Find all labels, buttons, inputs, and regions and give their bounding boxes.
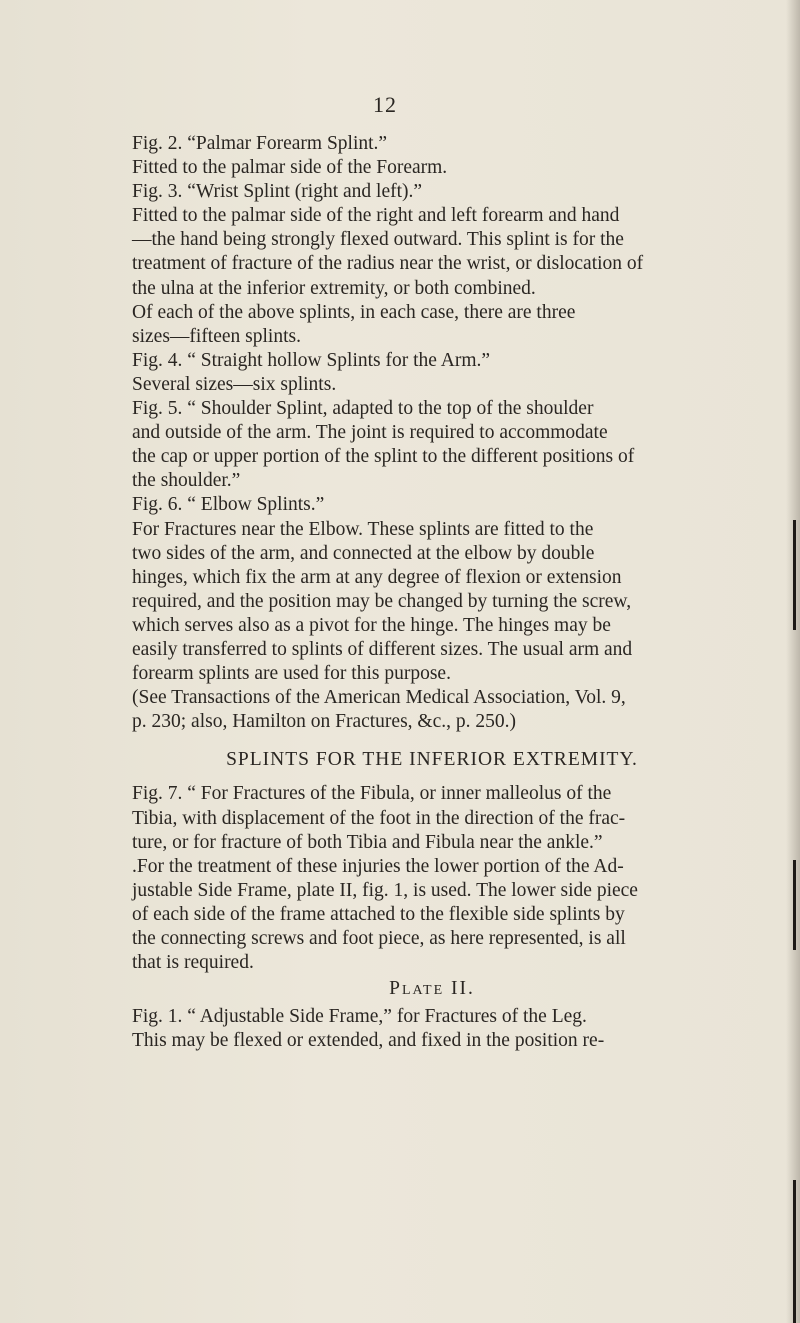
text-line: which serves also as a pivot for the hinge. The hinges may be xyxy=(132,614,611,636)
text-line: .For the treatment of these injuries the lower portion of the Ad- xyxy=(132,855,624,877)
text-line: Fig. 2. “Palmar Forearm Splint.” xyxy=(132,133,388,154)
text-line: the connecting screws and foot piece, as here represented, is all xyxy=(132,928,626,949)
text-line: two sides of the arm, and connected at the elbow by double xyxy=(132,542,595,564)
page-edge-mark xyxy=(793,520,796,630)
text-line: p. 230; also, Hamilton on Fractures, &c., p. 250.) xyxy=(132,711,516,733)
text-line: required, and the position may be changed by turning the screw, xyxy=(132,590,632,612)
page-edge-mark xyxy=(793,860,796,950)
text-line: easily transferred to splints of different sizes. The usual arm and xyxy=(132,638,633,660)
page-edge-shadow xyxy=(786,0,800,1323)
text-line: sizes—fifteen splints. xyxy=(132,325,301,347)
body-text xyxy=(132,132,732,1053)
text-line: Fig. 5. “ Shoulder Splint, adapted to the top of the shoulder xyxy=(132,398,594,420)
text-line: Tibia, with displacement of the foot in the direction of the frac- xyxy=(132,807,626,829)
text-line: Fig. 1. “ Adjustable Side Frame,” for Fractures of the Leg. xyxy=(132,1006,587,1028)
plate-heading: Plate II. xyxy=(389,978,475,1000)
text-line: justable Side Frame, plate II, fig. 1, is used. The lower side piece xyxy=(132,879,638,901)
text-line: Fig. 3. “Wrist Splint (right and left).” xyxy=(132,181,423,203)
text-line: the shoulder.” xyxy=(132,470,241,492)
text-line: and outside of the arm. The joint is required to accommodate xyxy=(132,422,608,444)
text-line: Of each of the above splints, in each case, there are three xyxy=(132,301,576,323)
text-line: Fig. 6. “ Elbow Splints.” xyxy=(132,494,325,516)
text-line: Fitted to the palmar side of the Forearm. xyxy=(132,157,448,179)
text-line: (See Transactions of the American Medical Association, Vol. 9, xyxy=(132,687,626,709)
text-line: the cap or upper portion of the splint to the different positions of xyxy=(132,446,635,468)
page-edge-mark xyxy=(793,1180,796,1323)
text-line: Fig. 7. “ For Fractures of the Fibula, or inner malleolus of the xyxy=(132,783,612,805)
text-line: Several sizes—six splints. xyxy=(132,373,337,395)
text-line: —the hand being strongly flexed outward. This splint is for the xyxy=(132,229,624,251)
text-line: treatment of fracture of the radius near the wrist, or dislocation of xyxy=(132,253,644,275)
text-line: Fitted to the palmar side of the right and left forearm and hand xyxy=(132,205,620,227)
page-number: 12 xyxy=(373,92,397,117)
text-line: This may be flexed or extended, and fixed in the position re- xyxy=(132,1030,605,1052)
text-line: that is required. xyxy=(132,952,254,974)
text-line: hinges, which fix the arm at any degree of flexion or extension xyxy=(132,566,622,588)
section-heading: SPLINTS FOR THE INFERIOR EXTREMITY. xyxy=(226,749,638,771)
text-line: forearm splints are used for this purpose. xyxy=(132,663,451,685)
text-line: For Fractures near the Elbow. These splints are fitted to the xyxy=(132,518,594,540)
text-line: ture, or for fracture of both Tibia and Fibula near the ankle.” xyxy=(132,831,603,853)
text-line: Fig. 4. “ Straight hollow Splints for the Arm.” xyxy=(132,349,491,371)
text-line: of each side of the frame attached to the flexible side splints by xyxy=(132,903,625,925)
text-line: the ulna at the inferior extremity, or both combined. xyxy=(132,277,536,299)
